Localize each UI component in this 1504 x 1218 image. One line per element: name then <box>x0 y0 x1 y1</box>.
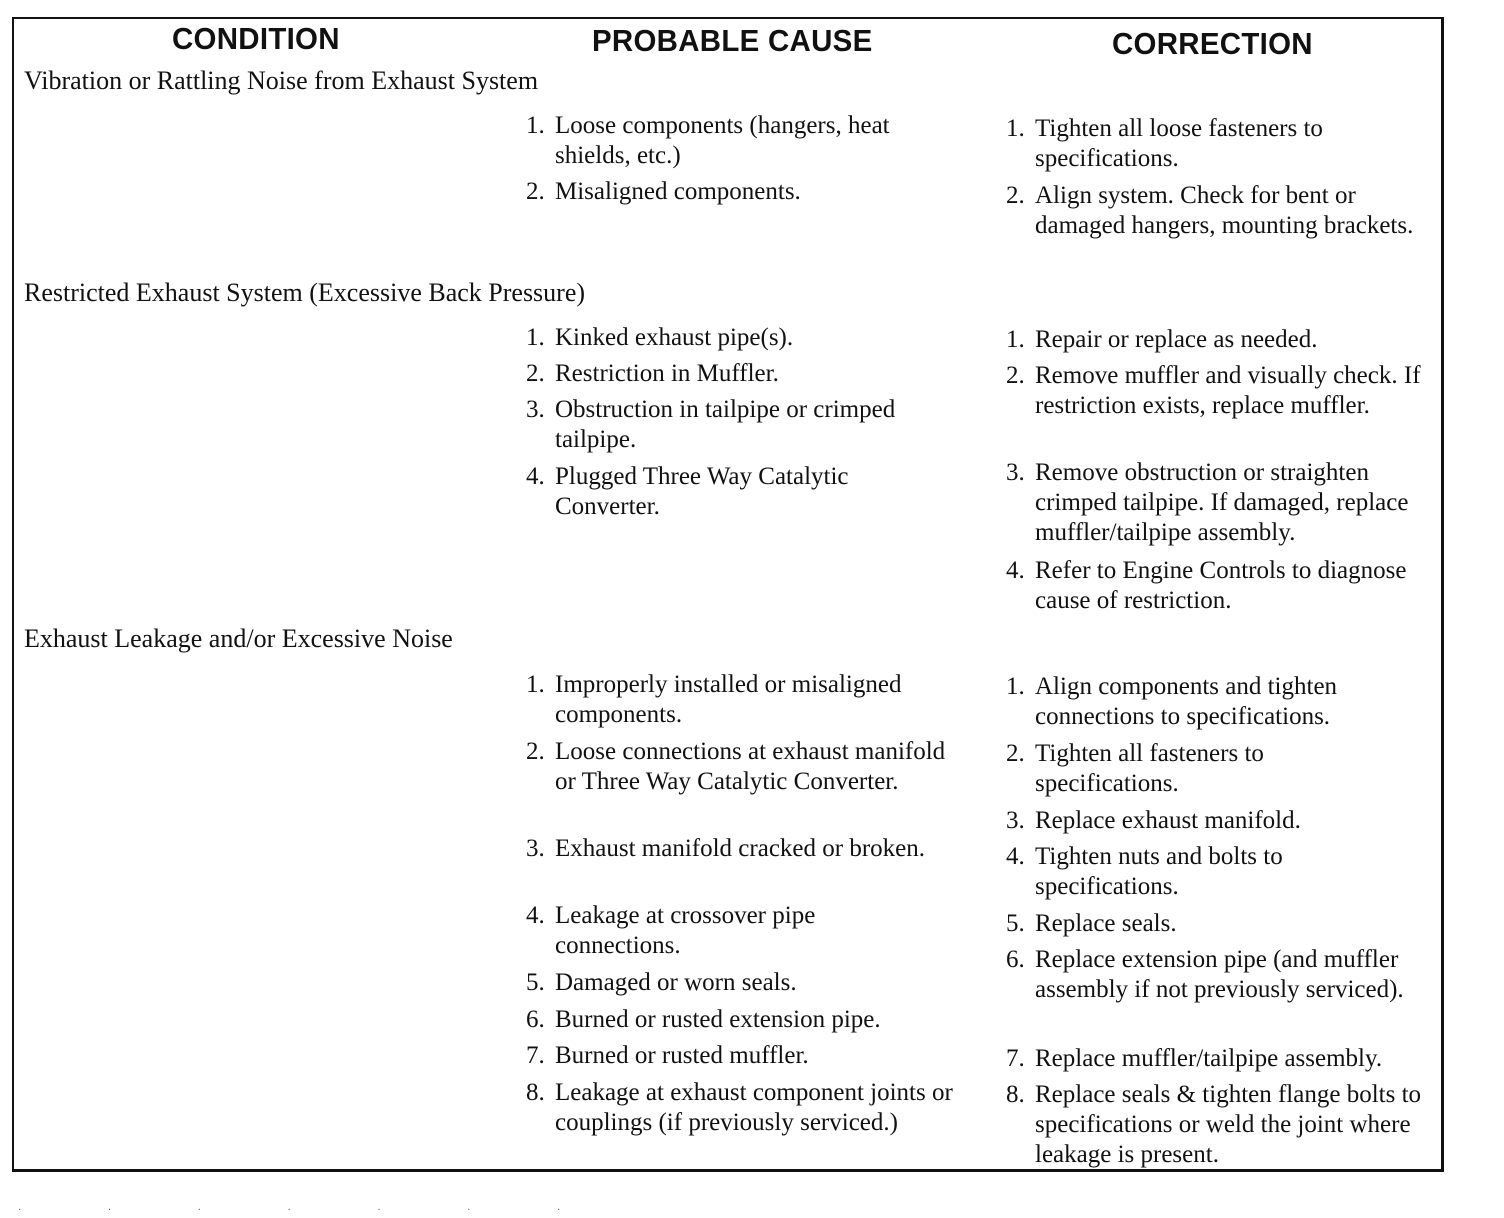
header-correction: CORRECTION <box>1112 26 1313 61</box>
cause-item <box>526 462 926 522</box>
condition-title: Restricted Exhaust System (Excessive Back Pressure) <box>24 278 586 307</box>
item-text: Remove muffler and visually check. If restriction exists, replace muffler. <box>1035 362 1421 419</box>
item-text: Remove obstruction or straighten crimped tailpipe. If damaged, replace muffler/tailpipe assembly. <box>1035 459 1409 546</box>
cause-item <box>526 359 966 389</box>
item-text: Tighten all fasteners to specifications. <box>1035 740 1264 797</box>
correction-item <box>1006 739 1406 799</box>
cause-item <box>526 1041 966 1071</box>
item-number: 1. <box>1006 326 1025 353</box>
item-text: Misaligned components. <box>555 178 801 205</box>
item-number: 1. <box>1006 673 1025 700</box>
scan-speckles: · · · · · · · <box>18 1205 603 1216</box>
correction-item <box>1006 458 1446 548</box>
header-condition: CONDITION <box>172 21 340 56</box>
item-number: 2. <box>526 178 545 205</box>
condition-title: Vibration or Rattling Noise from Exhaust System <box>24 66 539 95</box>
item-number: 8. <box>526 1079 545 1106</box>
item-text: Exhaust manifold cracked or broken. <box>555 835 926 862</box>
item-text: Tighten all loose fasteners to specifications. <box>1035 115 1323 172</box>
item-number: 1. <box>526 324 545 351</box>
correction-item <box>1006 842 1406 902</box>
header-probable-cause: PROBABLE CAUSE <box>592 23 873 58</box>
item-text: Align components and tighten connections to specifications. <box>1035 673 1338 730</box>
cause-item <box>526 1078 956 1138</box>
cause-item <box>526 177 966 207</box>
item-number: 2. <box>1006 362 1025 389</box>
item-text: Improperly installed or misaligned components. <box>555 671 902 728</box>
cause-item <box>526 834 926 864</box>
item-number: 2. <box>526 738 545 765</box>
item-text: Burned or rusted muffler. <box>555 1042 809 1069</box>
diagnosis-table <box>12 17 1444 1172</box>
cause-item <box>526 111 966 171</box>
item-text: Replace exhaust manifold. <box>1035 807 1301 834</box>
cause-item <box>526 1005 966 1035</box>
item-text: Kinked exhaust pipe(s). <box>555 324 794 351</box>
item-number: 5. <box>526 969 545 996</box>
correction-item <box>1006 672 1446 732</box>
item-number: 7. <box>526 1042 545 1069</box>
item-number: 7. <box>1006 1045 1025 1072</box>
item-text: Leakage at crossover pipe connections. <box>555 902 816 959</box>
item-number: 3. <box>1006 459 1025 486</box>
item-text: Damaged or worn seals. <box>555 969 797 996</box>
item-number: 2. <box>1006 740 1025 767</box>
item-text: Loose connections at exhaust manifold or Three Way Catalytic Converter. <box>555 738 946 795</box>
correction-item <box>1006 114 1446 174</box>
item-text: Plugged Three Way Catalytic Converter. <box>555 463 849 520</box>
item-text: Repair or replace as needed. <box>1035 326 1318 353</box>
item-text: Tighten nuts and bolts to specifications. <box>1035 843 1283 900</box>
correction-item <box>1006 325 1446 355</box>
item-number: 1. <box>526 671 545 698</box>
item-text: Burned or rusted extension pipe. <box>555 1006 881 1033</box>
cause-item <box>526 395 976 455</box>
item-text: Replace seals & tighten flange bolts to specifications or weld the joint where leakage is present. <box>1035 1081 1422 1168</box>
correction-item <box>1006 1080 1446 1170</box>
item-text: Obstruction in tailpipe or crimped tailpipe. <box>555 396 896 453</box>
item-number: 6. <box>1006 946 1025 973</box>
item-text: Replace muffler/tailpipe assembly. <box>1035 1045 1383 1072</box>
item-number: 4. <box>526 902 545 929</box>
item-text: Replace extension pipe (and muffler assembly if not previously serviced). <box>1035 946 1404 1003</box>
item-number: 3. <box>526 835 545 862</box>
item-text: Align system. Check for bent or damaged hangers, mounting brackets. <box>1035 182 1414 239</box>
cause-item <box>526 968 966 998</box>
cause-item <box>526 323 966 353</box>
item-number: 2. <box>526 360 545 387</box>
item-number: 2. <box>1006 182 1025 209</box>
correction-item <box>1006 945 1446 1005</box>
correction-item <box>1006 909 1446 939</box>
correction-item <box>1006 181 1436 241</box>
item-number: 3. <box>526 396 545 423</box>
item-text: Refer to Engine Controls to diagnose cause of restriction. <box>1035 557 1407 614</box>
item-number: 3. <box>1006 807 1025 834</box>
cause-item <box>526 737 956 797</box>
cause-item <box>526 670 976 730</box>
item-text: Loose components (hangers, heat shields, etc.) <box>555 112 890 169</box>
item-number: 4. <box>1006 843 1025 870</box>
item-number: 4. <box>526 463 545 490</box>
item-number: 1. <box>526 112 545 139</box>
item-number: 8. <box>1006 1081 1025 1108</box>
item-text: Replace seals. <box>1035 910 1177 937</box>
correction-item <box>1006 361 1446 421</box>
correction-item <box>1006 806 1446 836</box>
condition-title: Exhaust Leakage and/or Excessive Noise <box>24 624 453 653</box>
correction-item <box>1006 1044 1446 1074</box>
item-number: 1. <box>1006 115 1025 142</box>
correction-item <box>1006 556 1446 616</box>
item-text: Restriction in Muffler. <box>555 360 779 387</box>
item-number: 6. <box>526 1006 545 1033</box>
item-number: 4. <box>1006 557 1025 584</box>
cause-item <box>526 901 926 961</box>
item-number: 5. <box>1006 910 1025 937</box>
item-text: Leakage at exhaust component joints or couplings (if previously serviced.) <box>555 1079 953 1136</box>
